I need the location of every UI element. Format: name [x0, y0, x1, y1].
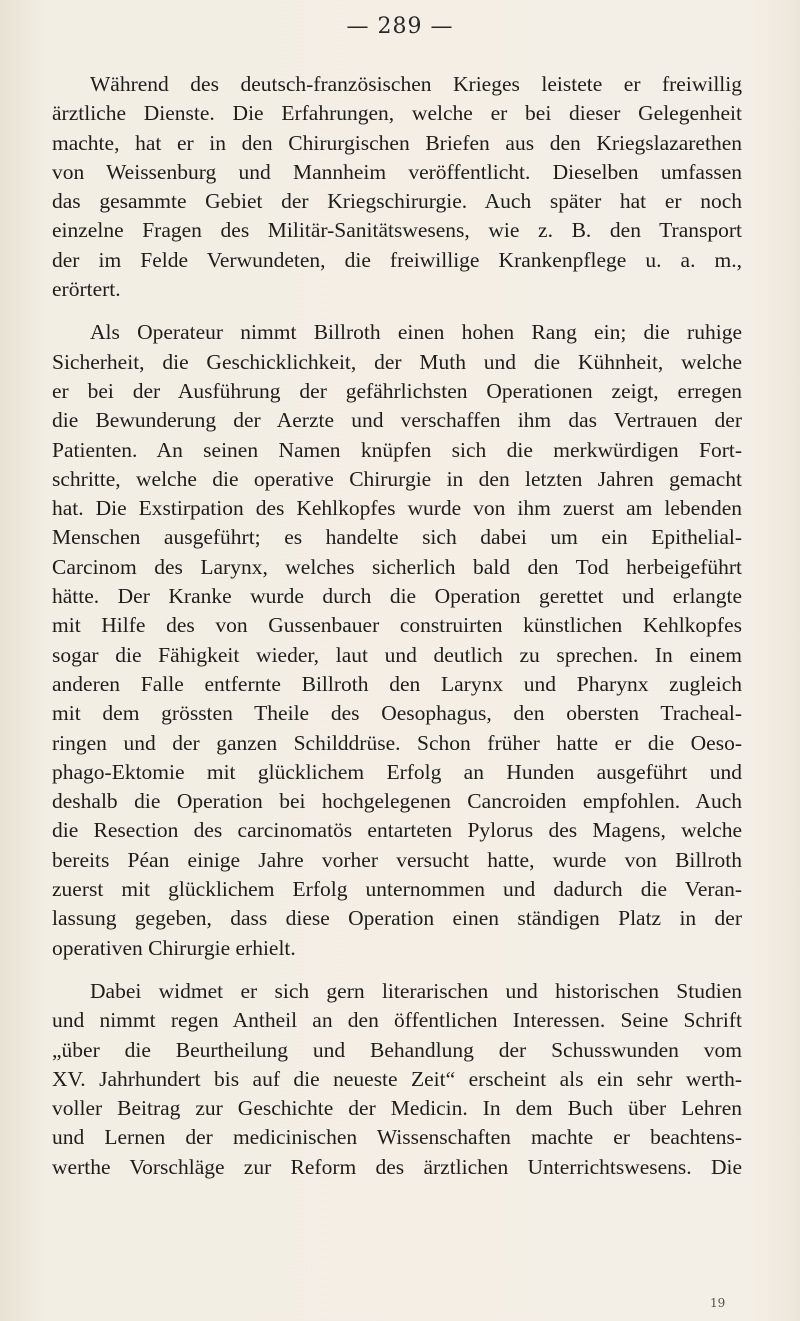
- text-line: zuerst mit glücklichem Erfolg unternommen und dadurch die Veran-: [52, 877, 742, 902]
- text-line: er bei der Ausführung der gefährlichsten Operationen zeigt, erregen: [52, 378, 742, 403]
- text-line: schritte, welche die operative Chirurgie in den letzten Jahren gemacht: [52, 466, 742, 491]
- text-line: Während des deutsch-französischen Krieges leistete er freiwillig: [90, 72, 742, 96]
- text-line: machte, hat er in den Chirurgischen Briefen aus den Kriegslazarethen: [52, 130, 742, 155]
- text-line: Patienten. An seinen Namen knüpfen sich die merkwürdigen Fort-: [52, 437, 742, 462]
- text-line: „über die Beurtheilung und Behandlung der Schusswunden vom: [52, 1037, 742, 1062]
- paragraph-literary-studies: [52, 977, 742, 1182]
- page-number: — 289 —: [346, 14, 454, 39]
- text-line: Dabei widmet er sich gern literarischen und historischen Studien: [90, 978, 742, 1003]
- text-line: Als Operateur nimmt Billroth einen hohen Rang ein; die ruhige: [90, 320, 742, 345]
- text-line: anderen Falle entfernte Billroth den Larynx und Pharynx zugleich: [52, 671, 742, 696]
- printer-signature-mark: 19: [710, 1296, 726, 1310]
- text-line: bereits Péan einige Jahre vorher versucht hatte, wurde von Billroth: [52, 847, 742, 872]
- text-line: einzelne Fragen des Militär-Sanitätswesens, wie z. B. den Transport: [52, 218, 742, 243]
- text-line: XV. Jahrhundert bis auf die neueste Zeit“ erscheint als ein sehr werth-: [52, 1066, 742, 1091]
- text-line: hätte. Der Kranke wurde durch die Operation gerettet und erlangte: [52, 584, 742, 609]
- text-line: operativen Chirurgie erhielt.: [52, 935, 296, 960]
- text-line: und Lernen der medicinischen Wissenschaften machte er beachtens-: [52, 1125, 742, 1150]
- body-text: [52, 70, 742, 1182]
- text-line: und nimmt regen Antheil an den öffentlichen Interessen. Seine Schrift: [52, 1008, 742, 1033]
- text-line: werthe Vorschläge zur Reform des ärztlichen Unterrichtswesens. Die: [52, 1154, 742, 1179]
- text-line: mit Hilfe des von Gussenbauer construirten künstlichen Kehlkopfes: [52, 613, 742, 638]
- paragraph-military-service: [52, 70, 742, 304]
- text-line: mit dem grössten Theile des Oesophagus, den obersten Tracheal-: [52, 701, 742, 726]
- text-line: sogar die Fähigkeit wieder, laut und deutlich zu sprechen. In einem: [52, 642, 742, 667]
- text-line: die Bewunderung der Aerzte und verschaffen ihm das Vertrauen der: [52, 408, 742, 433]
- text-line: das gesammte Gebiet der Kriegschirurgie. Auch später hat er noch: [52, 189, 742, 214]
- text-line: Sicherheit, die Geschicklichkeit, der Muth und die Kühnheit, welche: [52, 349, 742, 374]
- text-line: lassung gegeben, dass diese Operation einen ständigen Platz in der: [52, 906, 742, 931]
- paragraph-operations: [52, 318, 742, 963]
- text-line: ärztliche Dienste. Die Erfahrungen, welche er bei dieser Gelegenheit: [52, 101, 742, 126]
- text-line: deshalb die Operation bei hochgelegenen Cancroiden empfohlen. Auch: [52, 789, 742, 814]
- text-line: Menschen ausgeführt; es handelte sich dabei um ein Epithelial-: [52, 525, 742, 550]
- text-line: ringen und der ganzen Schilddrüse. Schon früher hatte er die Oeso-: [52, 730, 742, 755]
- text-line: die Resection des carcinomatös entarteten Pylorus des Magens, welche: [52, 818, 742, 843]
- text-line: hat. Die Exstirpation des Kehlkopfes wurde von ihm zuerst am lebenden: [52, 496, 742, 521]
- text-line: von Weissenburg und Mannheim veröffentlicht. Dieselben umfassen: [52, 159, 742, 184]
- text-line: voller Beitrag zur Geschichte der Medicin. In dem Buch über Lehren: [52, 1096, 742, 1121]
- text-line: Carcinom des Larynx, welches sicherlich bald den Tod herbeigeführt: [52, 554, 742, 579]
- text-line: phago-Ektomie mit glücklichem Erfolg an Hunden ausgeführt und: [52, 759, 742, 784]
- text-line: erörtert.: [52, 277, 121, 302]
- text-line: der im Felde Verwundeten, die freiwillige Krankenpflege u. a. m.,: [52, 247, 742, 272]
